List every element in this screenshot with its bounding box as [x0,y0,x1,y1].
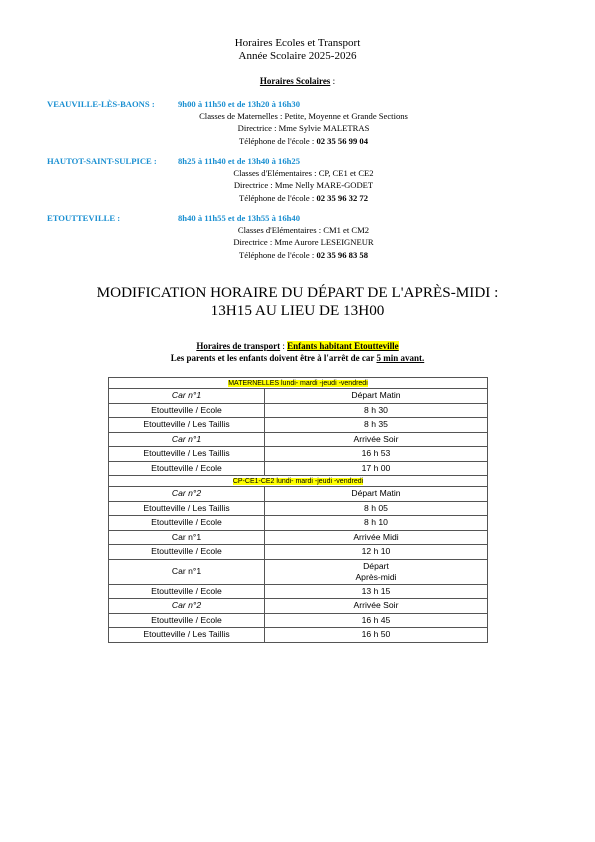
timetable-time: Arrivée Soir [265,432,488,447]
transport-notice-time: 5 min avant. [376,353,425,363]
school-hours: 8h40 à 11h55 et de 13h55 à 16h40 [178,213,300,223]
school-phone: 02 35 56 99 04 [316,135,368,146]
timetable-stop: Car n°1 [109,559,265,584]
timetable-row [109,487,488,502]
transport-heading [0,340,595,364]
transport-highlight: Enfants habitant Etoutteville [287,341,399,351]
modification-notice [0,284,595,320]
timetable-stop: Car n°1 [109,389,265,404]
timetable-stop: Etoutteville / Les Taillis [109,447,265,462]
school-phone-label: Téléphone de l'école : [239,192,317,203]
timetable-time: 8 h 05 [265,501,488,516]
timetable-section-title: MATERNELLES lundi- mardi -jeudi -vendredi [228,379,368,387]
school-director: Directrice : Mme Aurore LESEIGNEUR [233,237,374,248]
transport-notice: Les parents et les enfants doivent être à l'arrêt de car [170,353,377,363]
document-title-line2: Année Scolaire 2025-2026 [238,50,357,62]
school-block-hautot [0,155,595,204]
timetable-section-header [109,476,488,487]
timetable-stop: Etoutteville / Ecole [109,516,265,531]
timetable-row [109,447,488,462]
school-phone: 02 35 96 32 72 [316,192,368,203]
school-director: Directrice : Mme Nelly MARE-GODET [233,180,374,191]
school-block-veauville [0,98,595,147]
timetable-row [109,501,488,516]
timetable-section-title: CP-CE1-CE2 lundi- mardi -jeudi -vendredi [232,477,364,485]
timetable-time: 16 h 50 [265,628,488,643]
modification-line2: 13H15 AU LIEU DE 13H00 [210,302,385,319]
school-hours-label: Horaires Scolaires [259,76,331,86]
timetable-time: 8 h 10 [265,516,488,531]
school-name: VEAUVILLE-LÈS-BAONS : [47,99,155,109]
timetable-row [109,545,488,560]
school-phone-line [0,192,595,204]
timetable-row [109,613,488,628]
timetable-row [109,599,488,614]
timetable-stop: Etoutteville / Ecole [109,403,265,418]
timetable-row [109,584,488,599]
timetable-stop: Etoutteville / Ecole [109,545,265,560]
transport-label: Horaires de transport [196,341,281,351]
school-hours: 8h25 à 11h40 et de 13h40 à 16h25 [178,156,300,166]
timetable-row [109,628,488,643]
timetable-time: 8 h 30 [265,403,488,418]
timetable-time: 17 h 00 [265,461,488,476]
timetable-stop: Etoutteville / Ecole [109,461,265,476]
school-hours-heading [0,76,595,86]
transport-sep: : [280,341,288,351]
document-title-line1: Horaires Ecoles et Transport [234,37,361,49]
timetable-time: Départ Matin [265,389,488,404]
school-phone-label: Téléphone de l'école : [239,249,317,260]
timetable-stop: Car n°2 [109,487,265,502]
school-name: HAUTOT-SAINT-SULPICE : [47,156,157,166]
transport-timetable [108,377,488,643]
timetable-time: Arrivée Soir [265,599,488,614]
school-phone-label: Téléphone de l'école : [239,135,317,146]
timetable-stop: Car n°1 [109,432,265,447]
timetable-time: 16 h 45 [265,613,488,628]
timetable-row [109,530,488,545]
timetable-section-header [109,378,488,389]
timetable-stop: Etoutteville / Les Taillis [109,628,265,643]
timetable-time: 12 h 10 [265,545,488,560]
timetable-stop: Etoutteville / Les Taillis [109,501,265,516]
timetable-row [109,418,488,433]
school-hours-suffix: : [330,76,336,86]
timetable-row [109,461,488,476]
timetable-time: 16 h 53 [265,447,488,462]
school-block-etoutteville [0,212,595,261]
timetable-row [109,403,488,418]
school-classes: Classes de Maternelles : Petite, Moyenne et Grande Sections [199,111,408,121]
timetable-stop: Car n°2 [109,599,265,614]
timetable-stop: Car n°1 [109,530,265,545]
timetable-row [109,432,488,447]
timetable-row [109,389,488,404]
school-classes: Classes d'Elémentaires : CP, CE1 et CE2 [233,168,374,178]
timetable-time: Départ Matin [265,487,488,502]
timetable-stop: Etoutteville / Ecole [109,613,265,628]
school-hours: 9h00 à 11h50 et de 13h20 à 16h30 [178,99,300,109]
school-classes: Classes d'Elémentaires : CM1 et CM2 [237,225,370,235]
school-phone-line [0,135,595,147]
timetable-time: 13 h 15 [265,584,488,599]
school-phone: 02 35 96 83 58 [316,249,368,260]
timetable-time: Départ Après-midi [265,559,488,584]
school-phone-line [0,249,595,261]
timetable-row [109,559,488,584]
school-director: Directrice : Mme Sylvie MALETRAS [237,123,370,134]
timetable-stop: Etoutteville / Les Taillis [109,418,265,433]
timetable-row [109,516,488,531]
timetable-time: Arrivée Midi [265,530,488,545]
timetable-stop: Etoutteville / Ecole [109,584,265,599]
timetable-time: 8 h 35 [265,418,488,433]
modification-line1: MODIFICATION HORAIRE DU DÉPART DE L'APRÈS-MIDI : [96,284,499,301]
school-name: ETOUTTEVILLE : [47,213,121,223]
